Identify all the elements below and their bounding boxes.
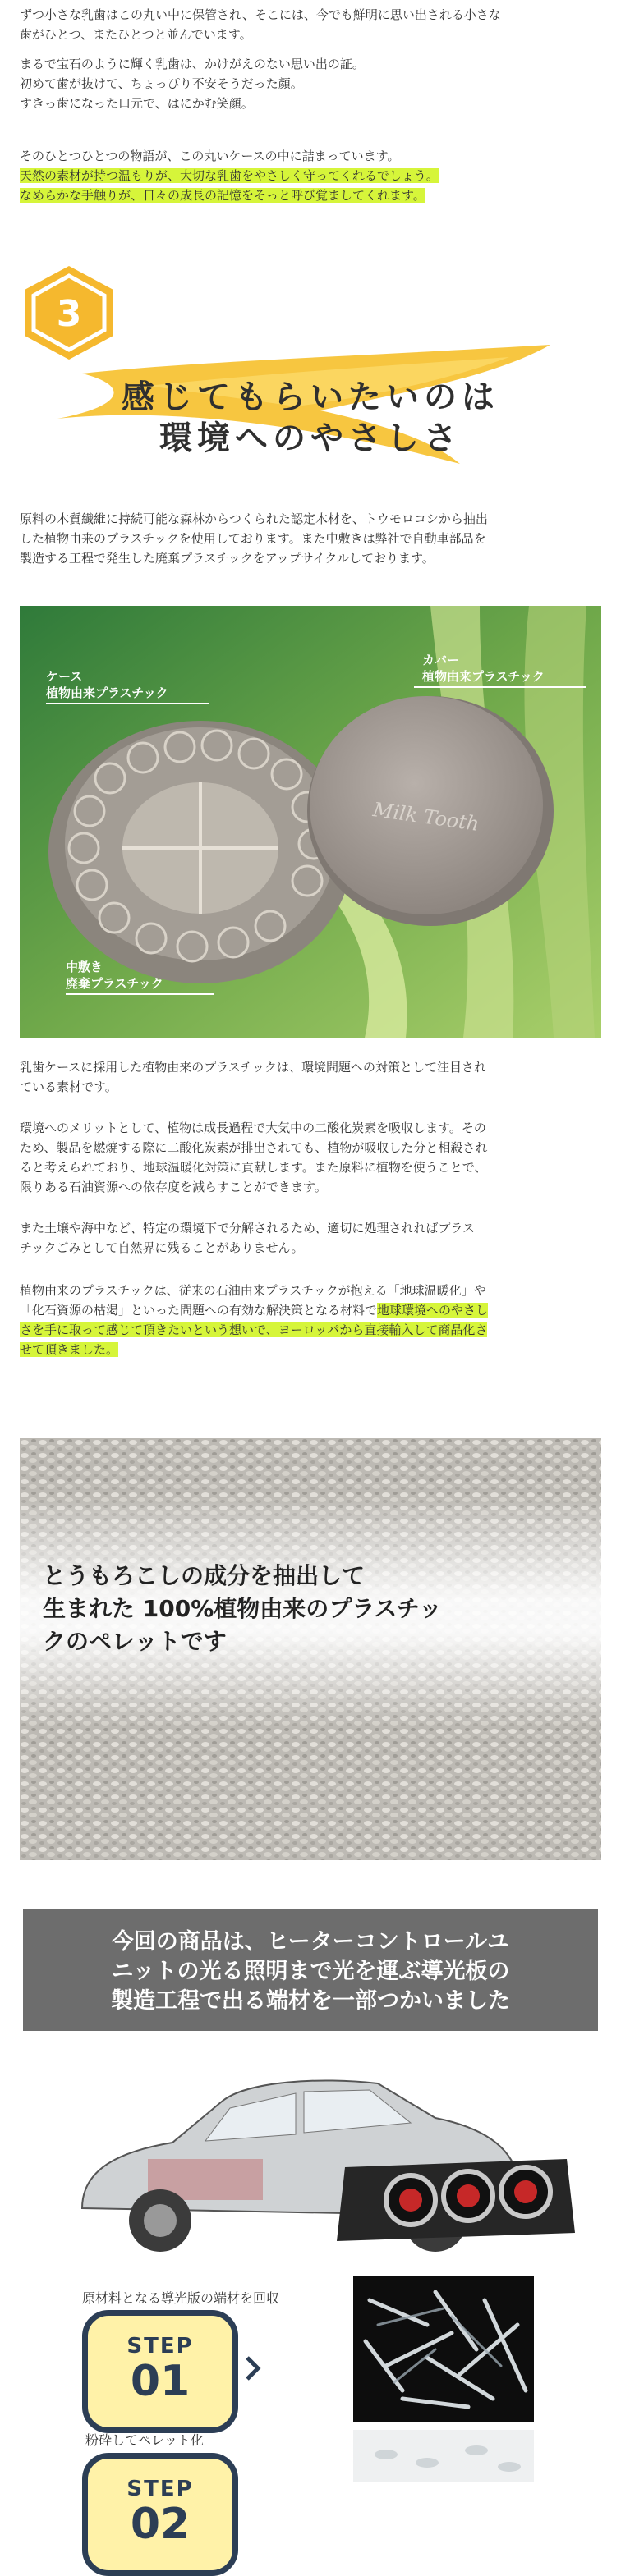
intro-memory-paragraph bbox=[20, 54, 601, 113]
chevron-right-icon bbox=[244, 2354, 262, 2382]
text-line: また土壌や海中など、特定の環境下で分解されるため、適切に処理されればプラス bbox=[20, 1221, 475, 1235]
text-segment: 「化石資源の枯渇」といった問題への有効な解決策となる材料で bbox=[20, 1303, 378, 1318]
case-label-underline bbox=[46, 703, 209, 704]
text-line: ニットの光る照明まで光を運ぶ導光板の bbox=[111, 1959, 510, 1984]
lid-engraving: Milk Tooth bbox=[371, 798, 481, 836]
step-number: 02 bbox=[130, 2500, 191, 2549]
step-number: 01 bbox=[130, 2357, 191, 2406]
text-line: 植物由来のプラスチックは、従来の石油由来プラスチックが抱える「地球温暖化」や bbox=[20, 1283, 486, 1298]
text-line: 今回の商品は、ヒーターコントロールユ bbox=[111, 1929, 510, 1955]
product-photo bbox=[20, 606, 601, 1038]
step-word: STEP bbox=[126, 2477, 194, 2501]
text-line: とうもろこしの成分を抽出して bbox=[43, 1562, 366, 1589]
step-01-badge bbox=[82, 2310, 238, 2433]
text-line: そのひとつひとつの物語が、この丸いケースの中に詰まっています。 bbox=[20, 149, 400, 163]
text-line: 初めて歯が抜けて、ちょっぴり不安そうだった顔。 bbox=[20, 76, 303, 91]
highlighted-text: なめらかな手触りが、日々の成長の記憶をそっと呼び覚ましてくれます。 bbox=[20, 188, 426, 203]
text-line: 原料の木質繊維に持続可能な森林からつくられた認定木材を、トウモロコシから抽出 bbox=[20, 511, 488, 526]
text-line: ため、製品を燃焼する際に二酸化炭素が排出されても、植物が吸収した分と相殺され bbox=[20, 1140, 488, 1155]
text-line: 限りある石油資源への依存度を減らすことができます。 bbox=[20, 1180, 327, 1194]
text-line: ている素材です。 bbox=[20, 1079, 117, 1094]
text-line: チックごみとして自然界に残ることがありません。 bbox=[20, 1240, 304, 1255]
insole-label-2: 廃棄プラスチック bbox=[66, 976, 163, 991]
text-line: ずつ小さな乳歯はこの丸い中に保管され、そこには、今でも鮮明に思い出される小さな bbox=[20, 7, 501, 22]
highlighted-text: せて頂きました。 bbox=[20, 1342, 119, 1357]
pellet-preview-photo bbox=[353, 2430, 534, 2482]
section-number-hexagon bbox=[21, 264, 117, 361]
text-line: クのペレットです bbox=[43, 1628, 227, 1655]
plant-plastic-p2 bbox=[20, 1118, 601, 1197]
text-line: 環境へのメリットとして、植物は成長過程で大気中の二酸化炭素を吸収します。その bbox=[20, 1121, 486, 1135]
step-01-label: 原材料となる導光版の端材を回収 bbox=[82, 2290, 280, 2306]
cover-label-1: カバー bbox=[422, 653, 460, 667]
cover-label-2: 植物由来プラスチック bbox=[422, 669, 545, 684]
insole-label-1: 中敷き bbox=[66, 960, 104, 974]
highlighted-text: 地球環境へのやさし bbox=[377, 1303, 489, 1318]
section-title-line1: 感じてもらいたいのは bbox=[122, 378, 499, 416]
text-line: すきっ歯になった口元で、はにかむ笑顔。 bbox=[20, 96, 254, 111]
text-line: 生まれた 100%植物由来のプラスチッ bbox=[43, 1595, 443, 1622]
cover-label-underline bbox=[414, 686, 586, 688]
insole-label-underline bbox=[66, 993, 214, 995]
text-line: 歯がひとつ、またひとつと並んでいます。 bbox=[20, 27, 252, 42]
intro-top-paragraph bbox=[20, 5, 601, 44]
step-02-label: 粉砕してペレット化 bbox=[85, 2432, 204, 2448]
text-line: した植物由来のプラスチックを使用しております。また中敷きは弊社で自動車部品を bbox=[20, 531, 486, 546]
step-word: STEP bbox=[126, 2334, 194, 2358]
case-label-1: ケース bbox=[46, 669, 83, 684]
section3-body bbox=[20, 509, 601, 568]
light-guide-banner bbox=[23, 1909, 598, 2031]
highlighted-text: さを手に取って感じて頂きたいという想いで、ヨーロッパから直接輸入して商品化さ bbox=[20, 1322, 488, 1337]
car-dashboard-illustration bbox=[49, 2044, 583, 2282]
case-label-2: 植物由来プラスチック bbox=[46, 685, 168, 700]
plant-plastic-p4 bbox=[20, 1281, 601, 1359]
text-line: 製造工程で出る端材を一部つかいました bbox=[111, 1988, 510, 2014]
section-title-line2: 環境へのやさしさ bbox=[159, 419, 462, 457]
text-line: ると考えられており、地球温暖化対策に貢献します。また原料に植物を使うことで、 bbox=[20, 1160, 487, 1175]
plant-plastic-p1 bbox=[20, 1057, 601, 1097]
light-guide-scraps-photo bbox=[353, 2276, 534, 2422]
step-02-badge bbox=[82, 2453, 238, 2576]
plant-plastic-p3 bbox=[20, 1218, 601, 1258]
banner-text bbox=[23, 1927, 598, 2016]
section-number: 3 bbox=[56, 293, 82, 335]
highlighted-text: 天然の素材が持つ温もりが、大切な乳歯をやさしく守ってくれるでしょう。 bbox=[20, 168, 439, 183]
text-line: 製造する工程で発生した廃棄プラスチックをアップサイクルしております。 bbox=[20, 551, 435, 566]
pellet-caption bbox=[43, 1560, 442, 1658]
intro-story-paragraph bbox=[20, 146, 601, 205]
text-line: 乳歯ケースに採用した植物由来のプラスチックは、環境問題への対策として注目され bbox=[20, 1060, 487, 1075]
text-line: まるで宝石のように輝く乳歯は、かけがえのない思い出の証。 bbox=[20, 57, 365, 71]
